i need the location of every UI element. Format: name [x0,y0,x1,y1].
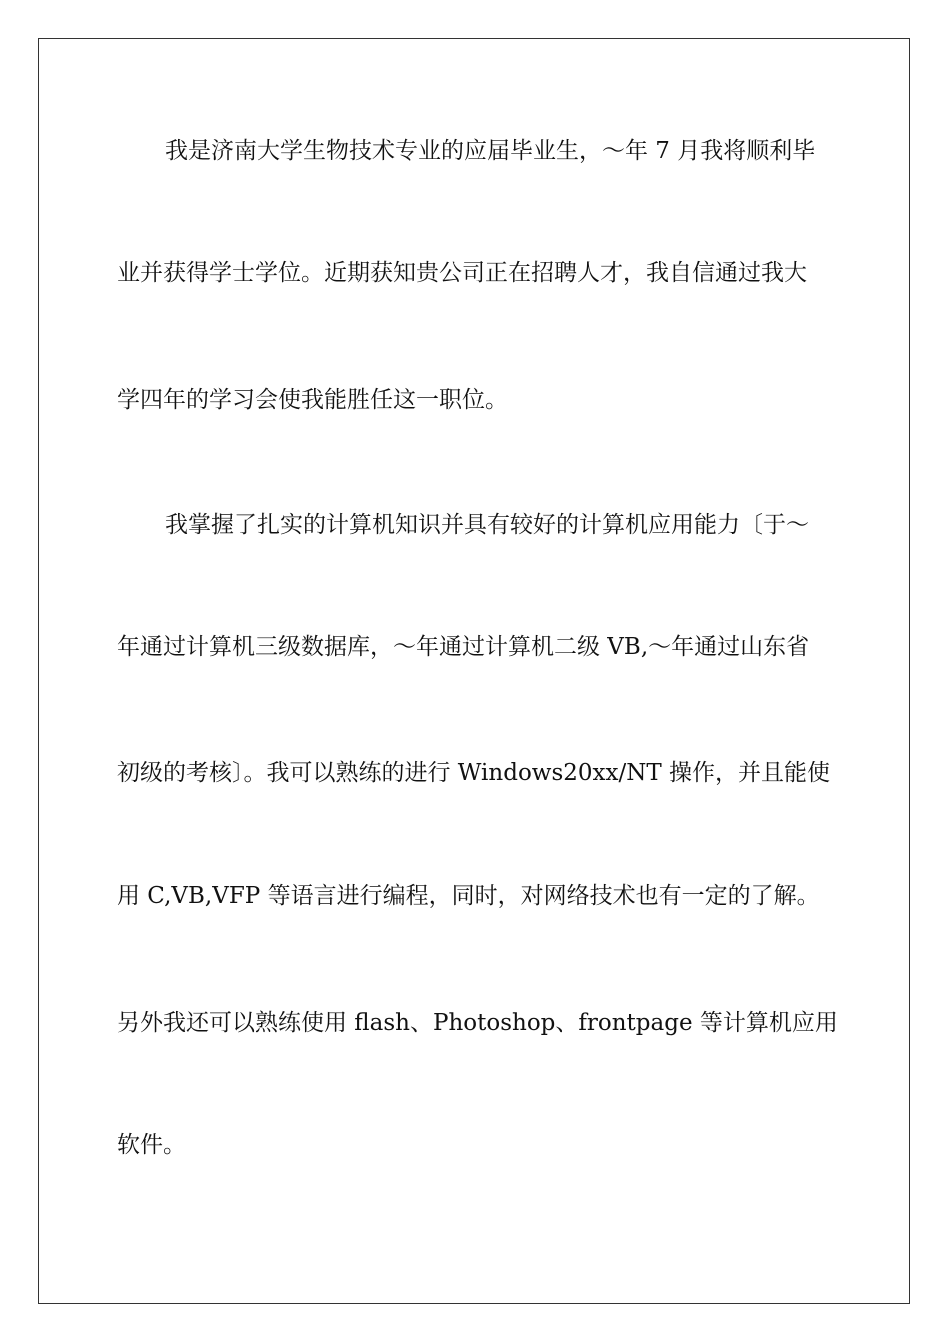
paragraph-1-line-2: 业并获得学士学位。近期获知贵公司正在招聘人才，我自信通过我大 [117,260,807,286]
paragraph-2-line-3: 初级的考核〕。我可以熟练的进行 Windows20xx/NT 操作，并且能使 [117,760,831,786]
paragraph-2-line-6: 软件。 [117,1132,186,1158]
paragraph-2-line-5: 另外我还可以熟练使用 flash、Photoshop、frontpage 等计算机应用 [117,1010,838,1036]
paragraph-2-line-1: 我掌握了扎实的计算机知识并具有较好的计算机应用能力〔于～ [165,512,809,538]
paragraph-2-line-4: 用 C,VB,VFP 等语言进行编程，同时，对网络技术也有一定的了解。 [117,883,820,909]
page-border [38,38,910,1304]
paragraph-1-line-3: 学四年的学习会使我能胜任这一职位。 [117,387,508,413]
paragraph-2-line-2: 年通过计算机三级数据库，～年通过计算机二级 VB,～年通过山东省 [117,634,810,660]
paragraph-1-line-1: 我是济南大学生物技术专业的应届毕业生，～年 7 月我将顺利毕 [165,138,816,164]
